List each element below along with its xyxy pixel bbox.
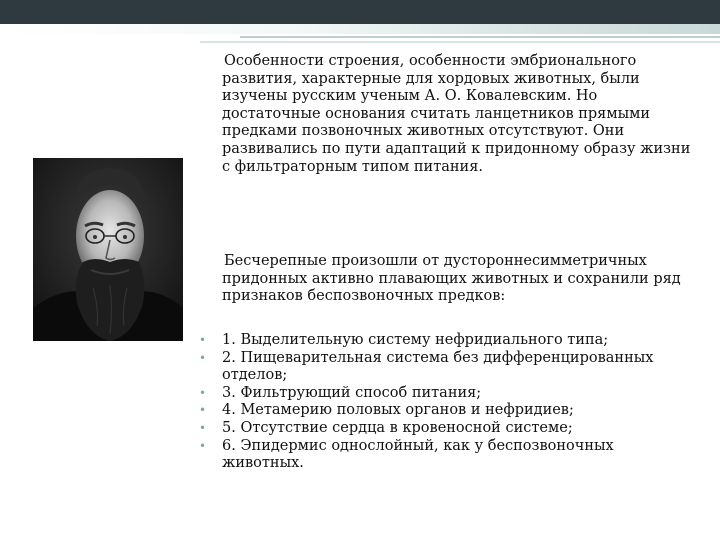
- portrait-photo-icon: [33, 158, 183, 341]
- list-item: [198, 420, 698, 438]
- list-item: [198, 438, 698, 473]
- list-item: [198, 332, 698, 350]
- paragraph-origin: Бесчерепные произошли от дустороннесимметричных придонных активно плавающих животных и сохранили ряд признаков беспозвоночных предков:: [222, 253, 681, 305]
- features-list: [198, 332, 698, 473]
- decorative-line: [240, 36, 720, 38]
- list-item: [198, 385, 698, 403]
- list-item: [198, 402, 698, 420]
- list-item: [198, 350, 698, 385]
- bullet-icon: •: [199, 438, 207, 453]
- bullet-icon: •: [199, 350, 207, 365]
- paragraph-kovalevsky: Особенности строения, особенности эмбрионального развития, характерные для хордовых животных, были изучены русским ученым А. О. Ковалевским. Но достаточные основания считать ланцетников прямыми предками позвоночных животных отсутствуют. Они развивались по пути адаптаций к придонному образу жизни с фильтраторным типом питания.: [222, 53, 691, 175]
- bullet-icon: •: [199, 403, 207, 418]
- list-item-text: 5. Отсутствие сердца в кровеносной системе;: [222, 419, 573, 436]
- list-item-text: 1. Выделительную систему нефридиального типа;: [222, 332, 609, 348]
- header-accent: [0, 24, 720, 34]
- bullet-icon: •: [199, 385, 207, 400]
- header-band: [0, 0, 720, 24]
- bullet-icon: •: [199, 420, 207, 435]
- list-item-text: 6. Эпидермис однослойный, как у беспозвоночных животных.: [222, 437, 614, 472]
- decorative-lines: [200, 36, 720, 48]
- list-item-text: 3. Фильтрующий способ питания;: [222, 384, 482, 401]
- bullet-icon: •: [199, 333, 207, 347]
- list-item-text: 2. Пищеварительная система без дифференцированных отделов;: [222, 349, 654, 384]
- decorative-line: [200, 41, 720, 43]
- list-item-text: 4. Метамерию половых органов и нефридиев;: [222, 402, 574, 419]
